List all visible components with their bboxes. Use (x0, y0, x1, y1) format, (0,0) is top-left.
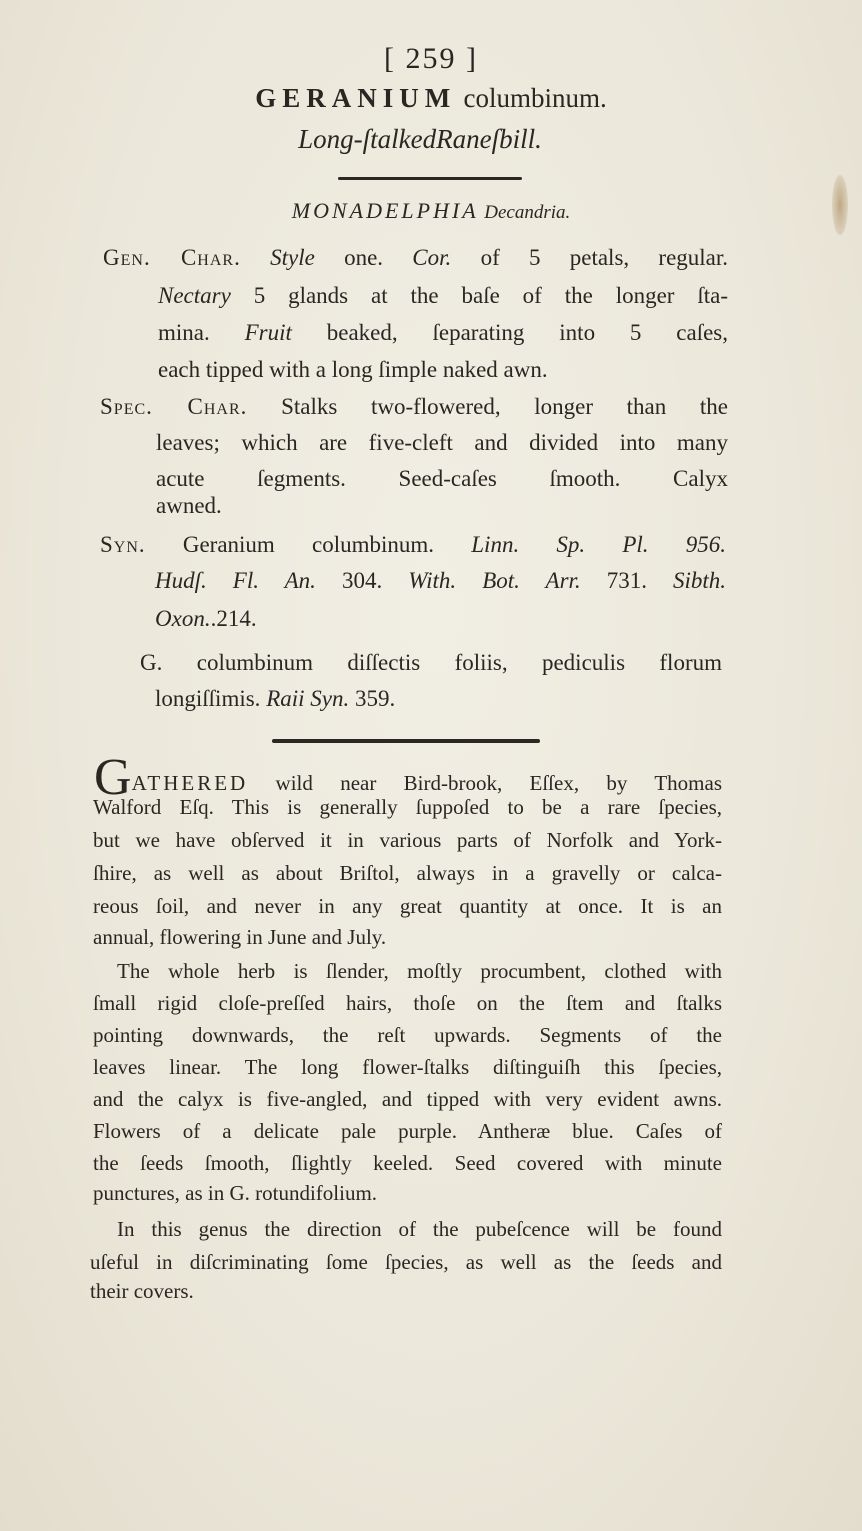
spec-char-line-4: awned. (156, 493, 222, 518)
syn-line-1: Syn. Geranium columbinum. Linn. Sp. Pl. 956. (100, 532, 726, 557)
body-p1-line-1: GATHERED wild near Bird-brook, Eſſex, by Thomas (94, 749, 722, 806)
body-p1-line-6: annual, flowering in June and July. (93, 925, 387, 949)
body-p2-line-6: Flowers of a delicate pale purple. Antheræ blue. Caſes of (93, 1119, 722, 1143)
syn-label: Syn. (100, 532, 146, 557)
spec-char-line-2: leaves; which are five-cleft and divided into many (156, 430, 728, 455)
body-p1-line-2: Walford Eſq. This is generally ſuppoſed to be a rare ſpecies, (93, 795, 722, 819)
linnaean-class: MONADELPHIA (291, 198, 479, 223)
title-rule (338, 177, 522, 180)
gen-char-line-3: mina. Fruit beaked, ſeparating into 5 caſes, (158, 320, 729, 345)
body-p2-line-4: leaves linear. The long flower-ſtalks diſtinguiſh this ſpecies, (93, 1055, 722, 1079)
body-p2-line-8: punctures, as in G. rotundifolium. (93, 1181, 378, 1205)
classification (0, 198, 862, 224)
body-p3-line-3: their covers. (90, 1279, 194, 1303)
body-p2-line-3: pointing downwards, the reſt upwards. Segments of the (93, 1023, 722, 1047)
body-p2-line-5: and the calyx is five-angled, and tipped with very evident awns. (93, 1087, 722, 1111)
body-p2-line-1: The whole herb is ſlender, moſtly procumbent, clothed with (117, 959, 722, 983)
body-p2-line-2: ſmall rigid cloſe-preſſed hairs, thoſe on the ſtem and ſtalks (93, 991, 722, 1015)
gen-char-label: Gen. Char. (103, 245, 241, 270)
body-p1-line-5: reous ſoil, and never in any great quantity at once. It is an (93, 894, 722, 918)
spec-char-line-1: Spec. Char. Stalks two-flowered, longer than the (100, 394, 728, 419)
gen-char-line-1: Gen. Char. Style one. Cor. of 5 petals, regular. (103, 245, 729, 270)
body-p3-line-1: In this genus the direction of the pubeſcence will be found (117, 1217, 722, 1241)
spec-char-line-3: acute ſegments. Seed-caſes ſmooth. Calyx (156, 466, 728, 491)
syn-line-5: longiſſimis. Raii Syn. 359. (155, 686, 396, 711)
body-p1-line-4: ſhire, as well as about Briſtol, always in a gravelly or calca- (93, 861, 722, 885)
page-number: [ 259 ] (384, 42, 478, 75)
genus-name: GERANIUM (255, 83, 457, 113)
species-name: columbinum. (463, 83, 607, 113)
section-rule (272, 739, 540, 743)
body-p2-line-7: the ſeeds ſmooth, ſlightly keeled. Seed covered with minute (93, 1151, 722, 1175)
common-name: Long-ſtalkedRaneſbill. (298, 124, 542, 154)
syn-line-2: Hudſ. Fl. An. 304. With. Bot. Arr. 731. Sibth. (155, 568, 727, 593)
syn-line-4: G. columbinum diſſectis foliis, pediculis florum (140, 650, 722, 675)
gen-char-line-2: Nectary 5 glands at the baſe of the longer ſta- (158, 283, 729, 308)
gen-char-line-4: each tipped with a long ſimple naked awn. (158, 357, 548, 382)
body-p1-line-3: but we have obſerved it in various parts of Norfolk and York- (93, 828, 722, 852)
spec-char-label: Spec. Char. (100, 394, 248, 419)
body-p3-line-2: uſeful in diſcriminating ſome ſpecies, as well as the ſeeds and (90, 1250, 722, 1274)
page-title (0, 82, 862, 115)
linnaean-order: Decandria. (484, 202, 571, 223)
syn-line-3: Oxon..214. (155, 606, 257, 631)
drop-cap: G (94, 749, 132, 806)
